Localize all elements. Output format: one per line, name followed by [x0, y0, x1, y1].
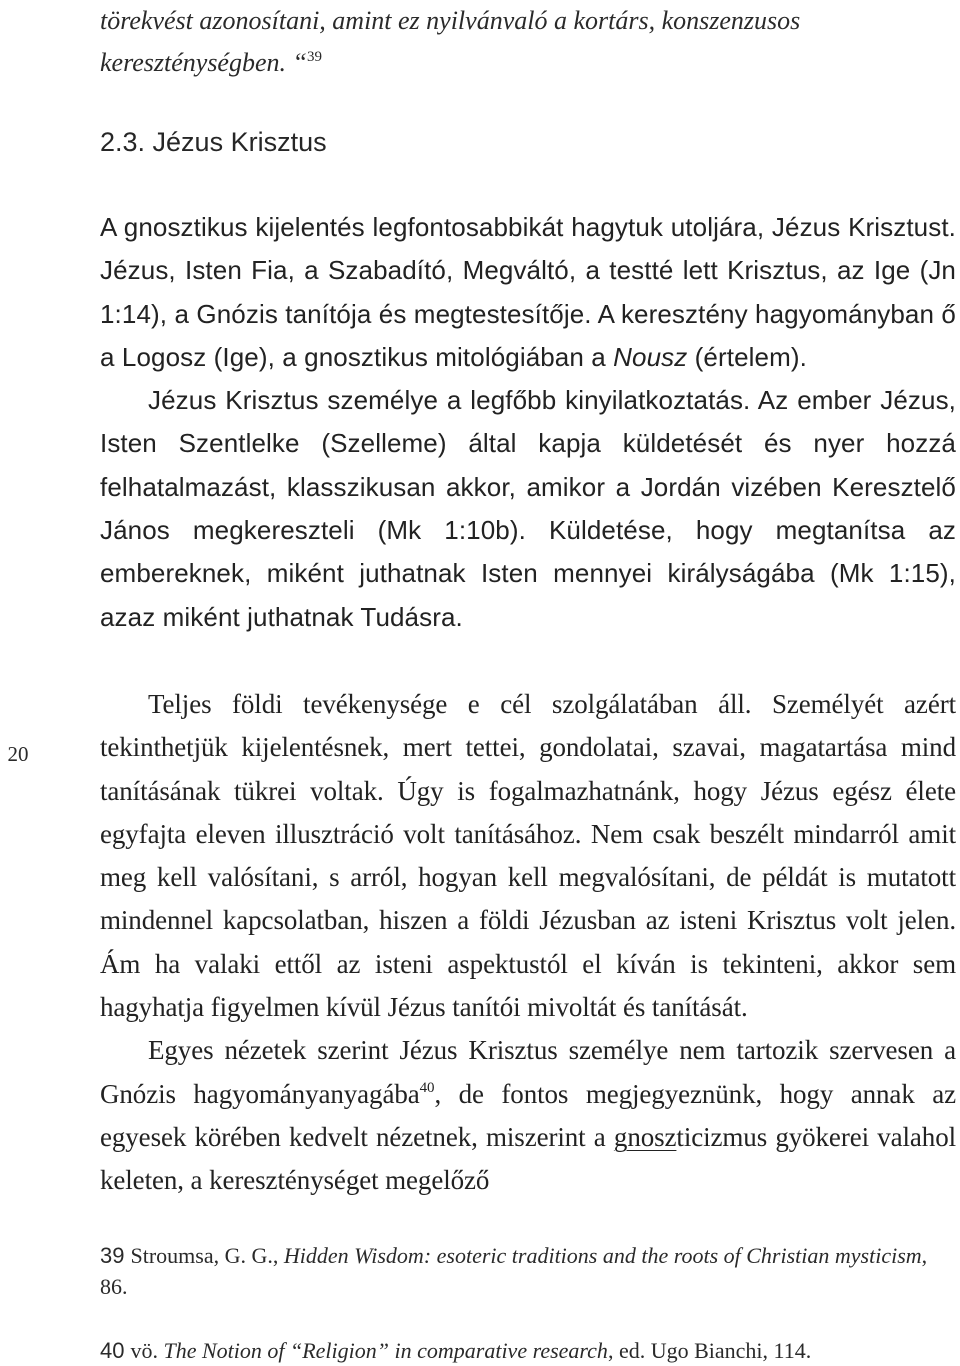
footnote-author: Stroumsa, G. G.,: [130, 1243, 279, 1268]
footnote-ref-39[interactable]: 39: [306, 49, 322, 65]
footnote-ref-40[interactable]: 40: [419, 1079, 435, 1096]
section-body-part-1: [100, 206, 956, 639]
footnote-title: The Notion of “Religion” in comparative research: [163, 1338, 608, 1363]
footnote-number: 40: [100, 1338, 125, 1363]
footnote-40: [100, 1335, 960, 1366]
quote-line-2: kereszténységben. “: [100, 48, 307, 77]
quote-line-1: törekvést azonosítani, amint ez nyilvánvaló a kortárs, konszenzusos: [100, 6, 801, 35]
page-number: 20: [7, 742, 29, 766]
quote-continuation: [100, 0, 955, 84]
underlined-word: gnosz: [613, 1121, 677, 1152]
section-heading: 2.3. Jézus Krisztus: [100, 127, 327, 157]
footnote-number: 39: [100, 1243, 125, 1268]
footnote-39: [100, 1240, 960, 1302]
footnote-prefix: vö.: [130, 1338, 158, 1363]
nousz-term: Nousz: [613, 341, 688, 372]
paragraph-4-mid: , de fontos megjegyeznünk, hogy annak az egyesek körében kedvelt nézetnek, miszerint a: [100, 1078, 957, 1152]
paragraph-1-text: A gnosztikus kijelentés legfontosabbikát hagytuk utoljára, Jézus Krisztust. Jézus, Isten Fia, a Szabadító, Megváltó, a testté lett Krisztus, az Ige (Jn 1:14), a Gnózis tanítója és megtestesítője. A keresztény hagyományban ő a Logosz (Ige), a gnosztikus mitológiában a: [100, 212, 956, 372]
section-body-part-2: [100, 683, 956, 1203]
footnote-rest: , ed. Ugo Bianchi, 114.: [607, 1338, 812, 1363]
paragraph-4-start: Egyes nézetek szerint Jézus Krisztus személye nem tartozik szervesen a Gnózis hagyományanyagába: [100, 1035, 956, 1109]
paragraph-1: [100, 206, 956, 379]
paragraph-4-end: ticizmus gyökerei valahol keleten, a kereszténységet megelőző: [100, 1121, 956, 1196]
footnote-rest: , 86.: [100, 1243, 928, 1299]
paragraph-2: Jézus Krisztus személye a legfőbb kinyilatkoztatás. Az ember Jézus, Isten Szentlelke (Szelleme) által kapja küldetését és nyer hozzá felhatalmazást, klasszikusan akkor, amikor a Jordán vizében Keresztelő János megkereszteli (Mk 1:10b). Küldetése, hogy megtanítsa az embereknek, miként juthatnak Isten mennyei királyságába (Mk 1:15), azaz miként juthatnak Tudásra.: [100, 385, 956, 632]
paragraph-4: [100, 1029, 956, 1202]
footnote-title: Hidden Wisdom: esoteric traditions and the roots of Christian mysticism: [283, 1243, 922, 1268]
paragraph-3: Teljes földi tevékenysége e cél szolgálatában áll. Személyét azért tekinthetjük kijelentésnek, mert tettei, gondolatai, szavai, magatartása mind tanításának tükrei voltak. Úgy is fogalmazhatnánk, hogy Jézus egész élete egyfajta eleven illusztráció volt tanításához. Nem csak beszélt mindarról amit meg kell valósítani, s arról, hogyan kell megvalósítani, de példát is mutatott mindennel kapcsolatban, hiszen a földi Jézusban az isteni Krisztus volt jelen. Ám ha valaki ettől az isteni aspektustól el kíván is tekinteni, akkor sem hagyhatja figyelmen kívül Jézus tanítói mivoltát és tanítását.: [100, 689, 956, 1023]
paragraph-1-end: (értelem).: [687, 341, 807, 372]
